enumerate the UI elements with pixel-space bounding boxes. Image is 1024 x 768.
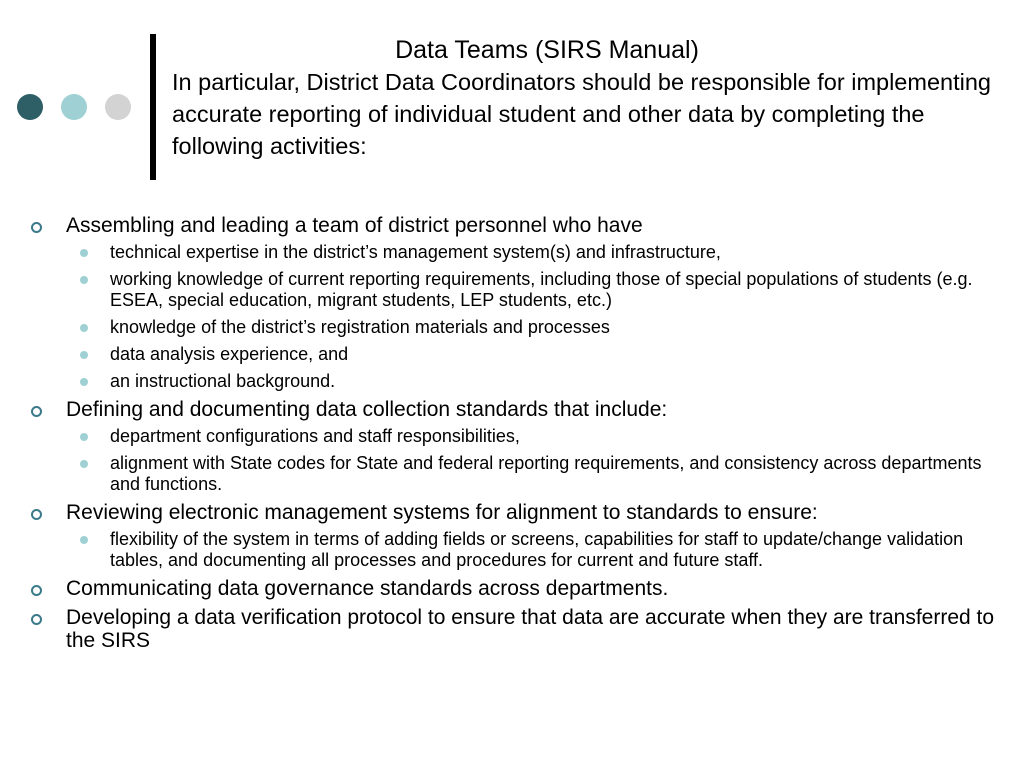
slide-title: Data Teams (SIRS Manual) bbox=[395, 36, 699, 64]
sub-list-item bbox=[66, 317, 1015, 338]
dot-bullet-icon bbox=[80, 276, 88, 284]
sub-list-item-text: technical expertise in the district’s management system(s) and infrastructure, bbox=[110, 242, 721, 262]
sub-list-item bbox=[66, 242, 1015, 263]
ring-bullet-icon bbox=[31, 585, 42, 596]
dot-bullet-icon bbox=[80, 460, 88, 468]
bullet-list bbox=[30, 214, 1015, 652]
dot-bullet-icon bbox=[80, 378, 88, 386]
ring-bullet-icon bbox=[31, 406, 42, 417]
sub-bullet-list bbox=[66, 529, 1015, 571]
dot-bullet-icon bbox=[80, 351, 88, 359]
list-item bbox=[30, 214, 1015, 392]
sub-list-item-text: an instructional background. bbox=[110, 371, 336, 391]
list-item-text: Assembling and leading a team of district personnel who have bbox=[66, 214, 643, 237]
sub-list-item bbox=[66, 529, 1015, 571]
dark-teal-dot-icon bbox=[17, 94, 43, 120]
sub-list-item-text: knowledge of the district’s registration materials and processes bbox=[110, 317, 610, 337]
sub-list-item bbox=[66, 269, 1015, 311]
ring-bullet-icon bbox=[31, 509, 42, 520]
list-item-text: Developing a data verification protocol to ensure that data are accurate when they are transferred to the SIRS bbox=[66, 606, 995, 652]
list-item bbox=[30, 606, 1015, 652]
dot-bullet-icon bbox=[80, 536, 88, 544]
dot-bullet-icon bbox=[80, 249, 88, 257]
sub-list-item-text: flexibility of the system in terms of adding fields or screens, capabilities for staff to update/change validation tables, and documenting all processes and procedures for current and future staff. bbox=[110, 529, 964, 570]
slide-body bbox=[30, 214, 1015, 658]
list-item bbox=[30, 398, 1015, 495]
sub-list-item bbox=[66, 371, 1015, 392]
ring-bullet-icon bbox=[31, 222, 42, 233]
gray-dot-icon bbox=[105, 94, 131, 120]
dot-bullet-icon bbox=[80, 324, 88, 332]
slide-subtitle: In particular, District Data Coordinators should be responsible for implementing accurate reporting of individual student and other data by completing the following activities: bbox=[172, 69, 991, 159]
ring-bullet-icon bbox=[31, 614, 42, 625]
list-item bbox=[30, 577, 1015, 600]
list-item-text: Communicating data governance standards across departments. bbox=[66, 577, 669, 600]
list-item-text: Defining and documenting data collection standards that include: bbox=[66, 398, 668, 421]
list-item-text: Reviewing electronic management systems for alignment to standards to ensure: bbox=[66, 501, 818, 524]
sub-list-item-text: data analysis experience, and bbox=[110, 344, 349, 364]
sub-list-item bbox=[66, 426, 1015, 447]
list-item bbox=[30, 501, 1015, 571]
title-divider bbox=[150, 34, 156, 180]
slide-title-block bbox=[172, 34, 992, 162]
light-teal-dot-icon bbox=[61, 94, 87, 120]
sub-list-item-text: alignment with State codes for State and federal reporting requirements, and consistency across departments and functions. bbox=[110, 453, 982, 494]
sub-list-item-text: working knowledge of current reporting requirements, including those of special populations of students (e.g. ESEA, special education, migrant students, LEP students, etc.) bbox=[110, 269, 973, 310]
sub-list-item bbox=[66, 344, 1015, 365]
dot-bullet-icon bbox=[80, 433, 88, 441]
sub-list-item-text: department configurations and staff responsibilities, bbox=[110, 426, 520, 446]
sub-bullet-list bbox=[66, 242, 1015, 392]
sub-bullet-list bbox=[66, 426, 1015, 495]
sub-list-item bbox=[66, 453, 1015, 495]
